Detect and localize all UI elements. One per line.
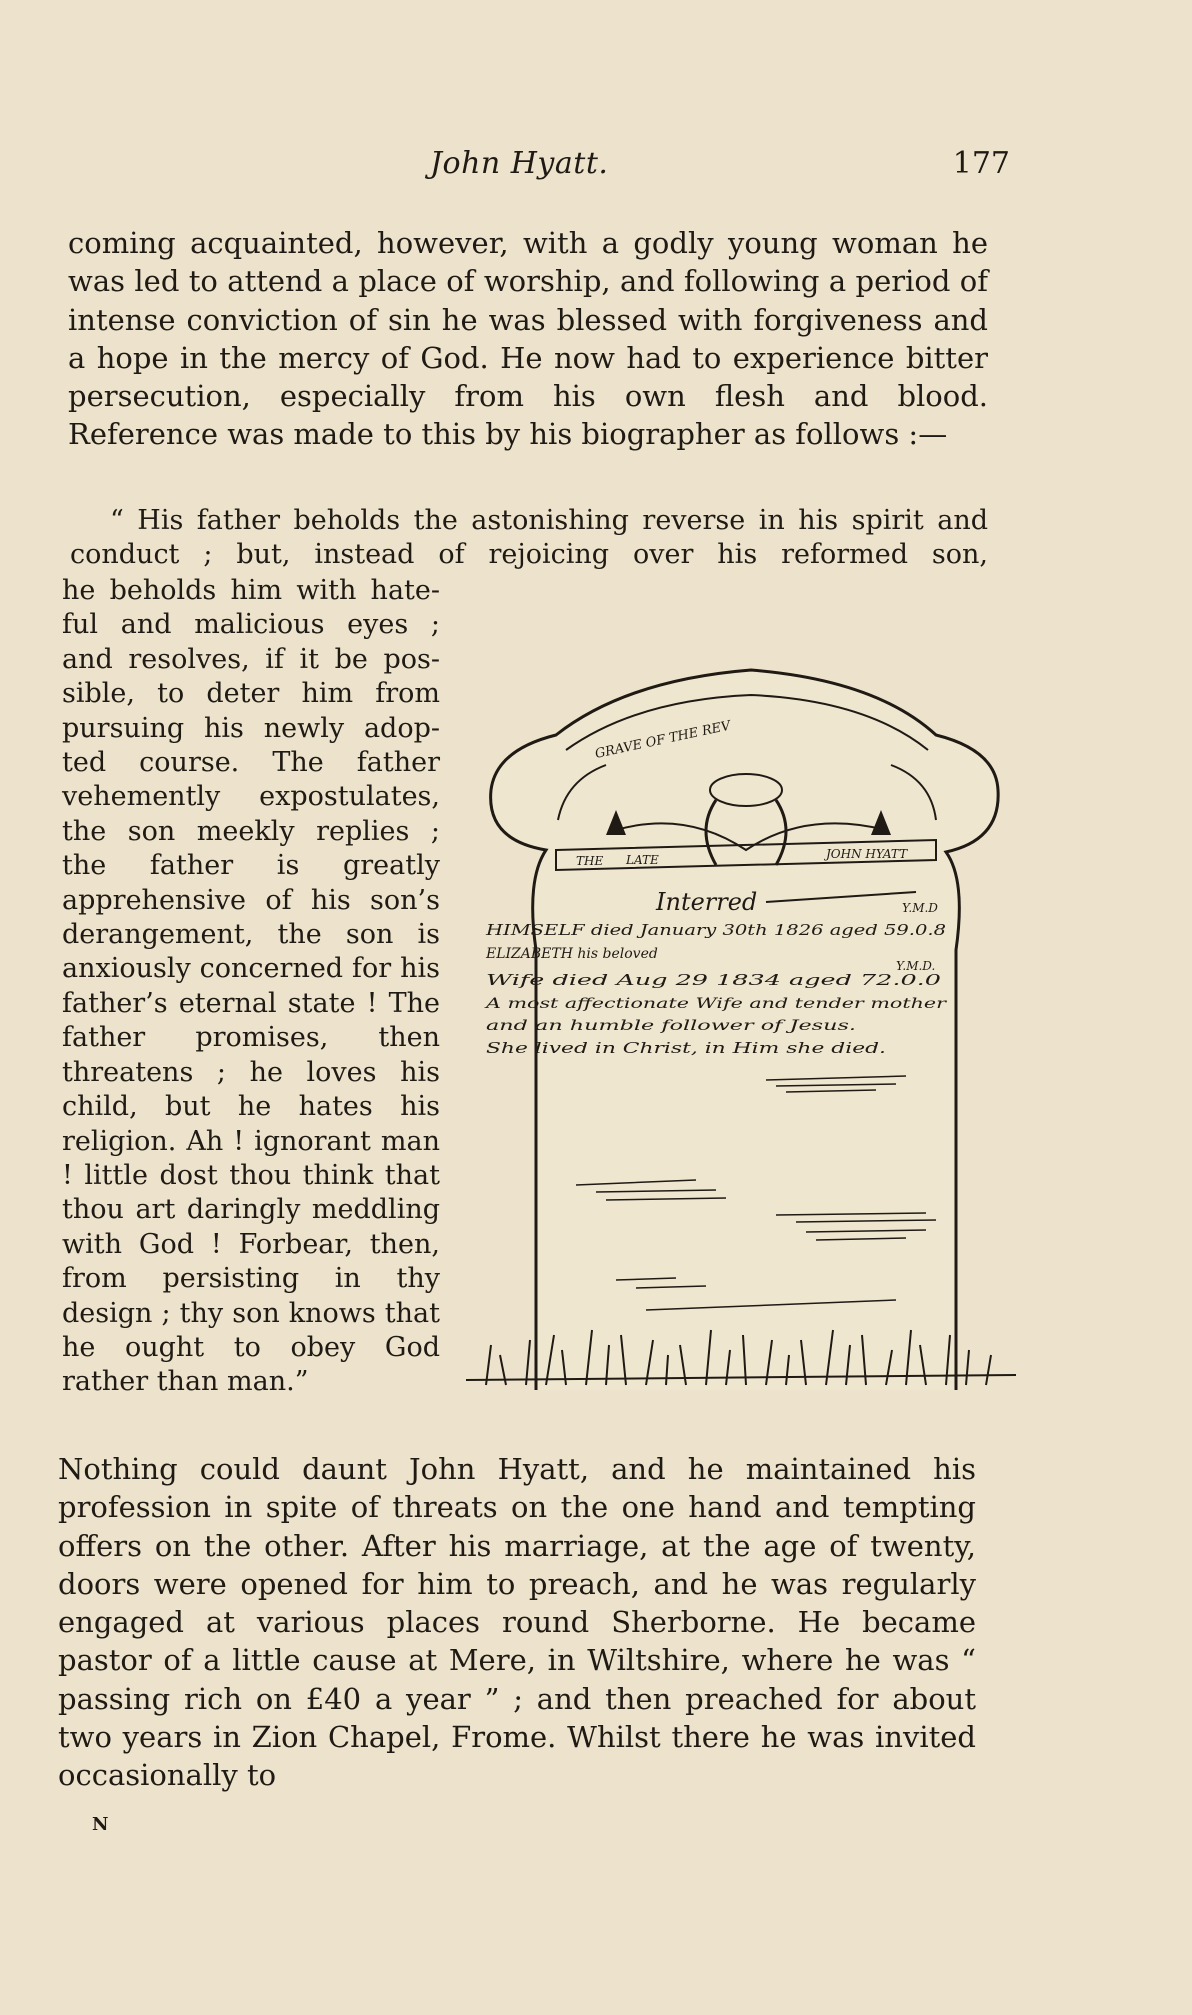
page-number: 177 bbox=[952, 146, 1010, 181]
quote-column: he beholds him with hateful and malicious eyes ; and resolves, if it be possible, to deter him from pursuing his newly adopted course. The father vehemently expostulates, the son meekly replies ; the father is greatly apprehensive of his son’s derangement, the son is anxiously concerned for his father’s eternal state ! The father promises, then threatens ; he loves his child, but he hates his religion. Ah ! ignorant man ! little dost thou think that thou art daringly meddling with God ! Forbear, then, from persisting in thy design ; thy son knows that he ought to obey God rather than man.” bbox=[62, 575, 440, 1398]
running-head bbox=[60, 146, 1060, 186]
paragraph-3: Nothing could daunt John Hyatt, and he maintained his profession in spite of threats on the one hand and tempting offers on the other. After his marriage, at the age of twenty, doors were opened for him to preach, and he was regularly engaged at various places round Sherborne. He became pastor of a little cause at Mere, in Wiltshire, where he was “ passing rich on £40 a year ” ; and then preached for about two years in Zion Chapel, Frome. Whilst there he was invited occasionally to bbox=[58, 1452, 976, 1793]
inscription-line-4: A most affectionate Wife and tender mother bbox=[483, 996, 948, 1012]
signature-mark: N bbox=[92, 1814, 109, 1835]
inscription-line-2: ELIZABETH his beloved bbox=[486, 946, 658, 962]
inscription-line-1: HIMSELF died January 30th 1826 aged 59.0.8 bbox=[484, 921, 946, 939]
ymd-header-1: Y.M.D bbox=[902, 901, 938, 915]
inscription-line-5: and an humble follower of Jesus. bbox=[486, 1018, 856, 1034]
running-title: John Hyatt. bbox=[430, 146, 609, 181]
inscription-heading: Interred bbox=[656, 888, 758, 916]
paragraph-1: coming acquainted, however, with a godly young woman he was led to attend a place of worship, and following a period of intense conviction of sin he was blessed with forgiveness and a hope in the mercy of God. He now had to experience bitter persecution, especially from his own flesh and blood. Reference was made to this by his biographer as follows :— bbox=[68, 226, 988, 452]
gravestone-illustration bbox=[466, 640, 1016, 1400]
ymd-header-2: Y.M.D. bbox=[896, 959, 936, 973]
arch-inscription: GRAVE OF THE REV bbox=[593, 718, 732, 762]
ribbon-text-mid: LATE bbox=[626, 853, 659, 867]
ribbon-text-right: JOHN HYATT bbox=[826, 847, 908, 861]
ribbon-text-left: THE bbox=[576, 854, 604, 868]
quote-lead: “ His father beholds the astonishing reverse in his spirit and conduct ; but, instead of rejoicing over his reformed son, bbox=[70, 505, 988, 570]
inscription-line-3: Wife died Aug 29 1834 aged 72.0.0 bbox=[486, 971, 942, 989]
inscription-line-6: She lived in Christ, in Him she died. bbox=[486, 1039, 886, 1057]
